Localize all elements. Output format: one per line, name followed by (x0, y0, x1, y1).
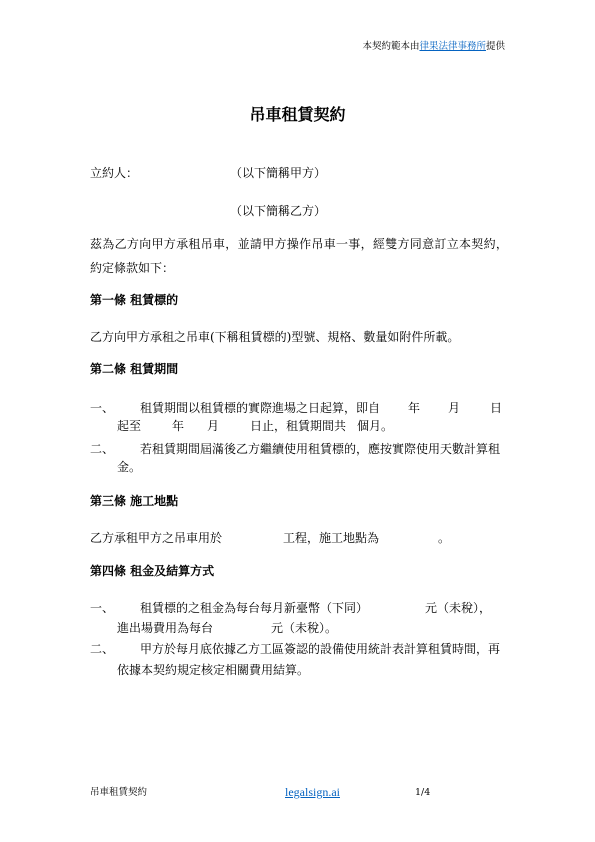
article-2-item-2-line-1: 若租賃期間屆滿後乙方繼續使用租賃標的，應按實際使用天數計算租 (140, 442, 501, 456)
article-3-text-2: 工程，施工地點為 (283, 531, 380, 545)
page-header (362, 40, 505, 54)
monthly-rent-unit: 元（未稅）， (425, 601, 492, 615)
article-4-item-2-marker: 二、 (90, 642, 115, 656)
law-firm-link[interactable]: 律果法律事務所 (419, 41, 486, 52)
article-3-text-3: 。 (438, 531, 451, 545)
parties-label: 立約人： (90, 166, 139, 180)
article-2-item-1-marker: 一、 (90, 401, 115, 415)
article-3-text-1: 乙方承租甲方之吊車用於 (90, 531, 223, 545)
end-month-label: 月 (207, 419, 220, 433)
preamble-line-1: 茲為乙方向甲方承租吊車，並請甲方操作吊車一事，經雙方同意訂立本契約， (90, 237, 509, 251)
article-2-item-2-line-2: 金。 (117, 460, 142, 474)
party-b-note: （以下簡稱乙方） (230, 204, 327, 218)
start-day-label: 日 (490, 401, 503, 415)
header-prefix: 本契約範本由 (362, 41, 420, 52)
article-4-item-1-marker: 一、 (90, 601, 115, 615)
preamble-line-2: 約定條款如下： (90, 261, 175, 275)
duration-months-label: 個月。 (357, 419, 394, 433)
end-day-duration-label: 日止，租賃期間共 (250, 419, 347, 433)
page-number: 1/4 (415, 787, 431, 798)
header-suffix: 提供 (485, 41, 505, 52)
monthly-rent-text: 租賃標的之租金為每台每月新臺幣（下同） (140, 601, 369, 615)
footer-document-name: 吊車租賃契約 (90, 787, 148, 798)
legalsign-link[interactable]: legalsign.ai (285, 785, 340, 799)
document-title: 吊車租賃契約 (249, 105, 346, 124)
article-1-body: 乙方向甲方承租之吊車(下稱租賃標的)型號、規格、數量如附件所載。 (90, 330, 460, 344)
article-4-item-2-line-1: 甲方於每月底依據乙方工區簽認的設備使用統計表計算租賃時間，再 (140, 642, 501, 656)
entry-exit-fee-unit: 元（未稅）。 (271, 621, 338, 635)
article-1-heading: 第一條 租賃標的 (90, 293, 179, 307)
article-2-item-1-text: 租賃期間以租賃標的實際進場之日起算，即自 (140, 401, 381, 415)
end-year-label: 年 (172, 419, 185, 433)
article-2-item-2-marker: 二、 (90, 442, 115, 456)
article-4-heading: 第四條 租金及結算方式 (90, 564, 215, 578)
start-month-label: 月 (448, 401, 461, 415)
article-3-heading: 第三條 施工地點 (90, 494, 179, 508)
article-4-item-2-line-2: 依據本契約規定核定相關費用結算。 (117, 663, 310, 677)
party-a-note: （以下簡稱甲方） (230, 166, 327, 180)
entry-exit-fee-text: 進出場費用為每台 (117, 621, 214, 635)
end-date-prefix: 起至 (117, 419, 142, 433)
start-year-label: 年 (408, 401, 421, 415)
article-2-heading: 第二條 租賃期間 (90, 362, 179, 376)
